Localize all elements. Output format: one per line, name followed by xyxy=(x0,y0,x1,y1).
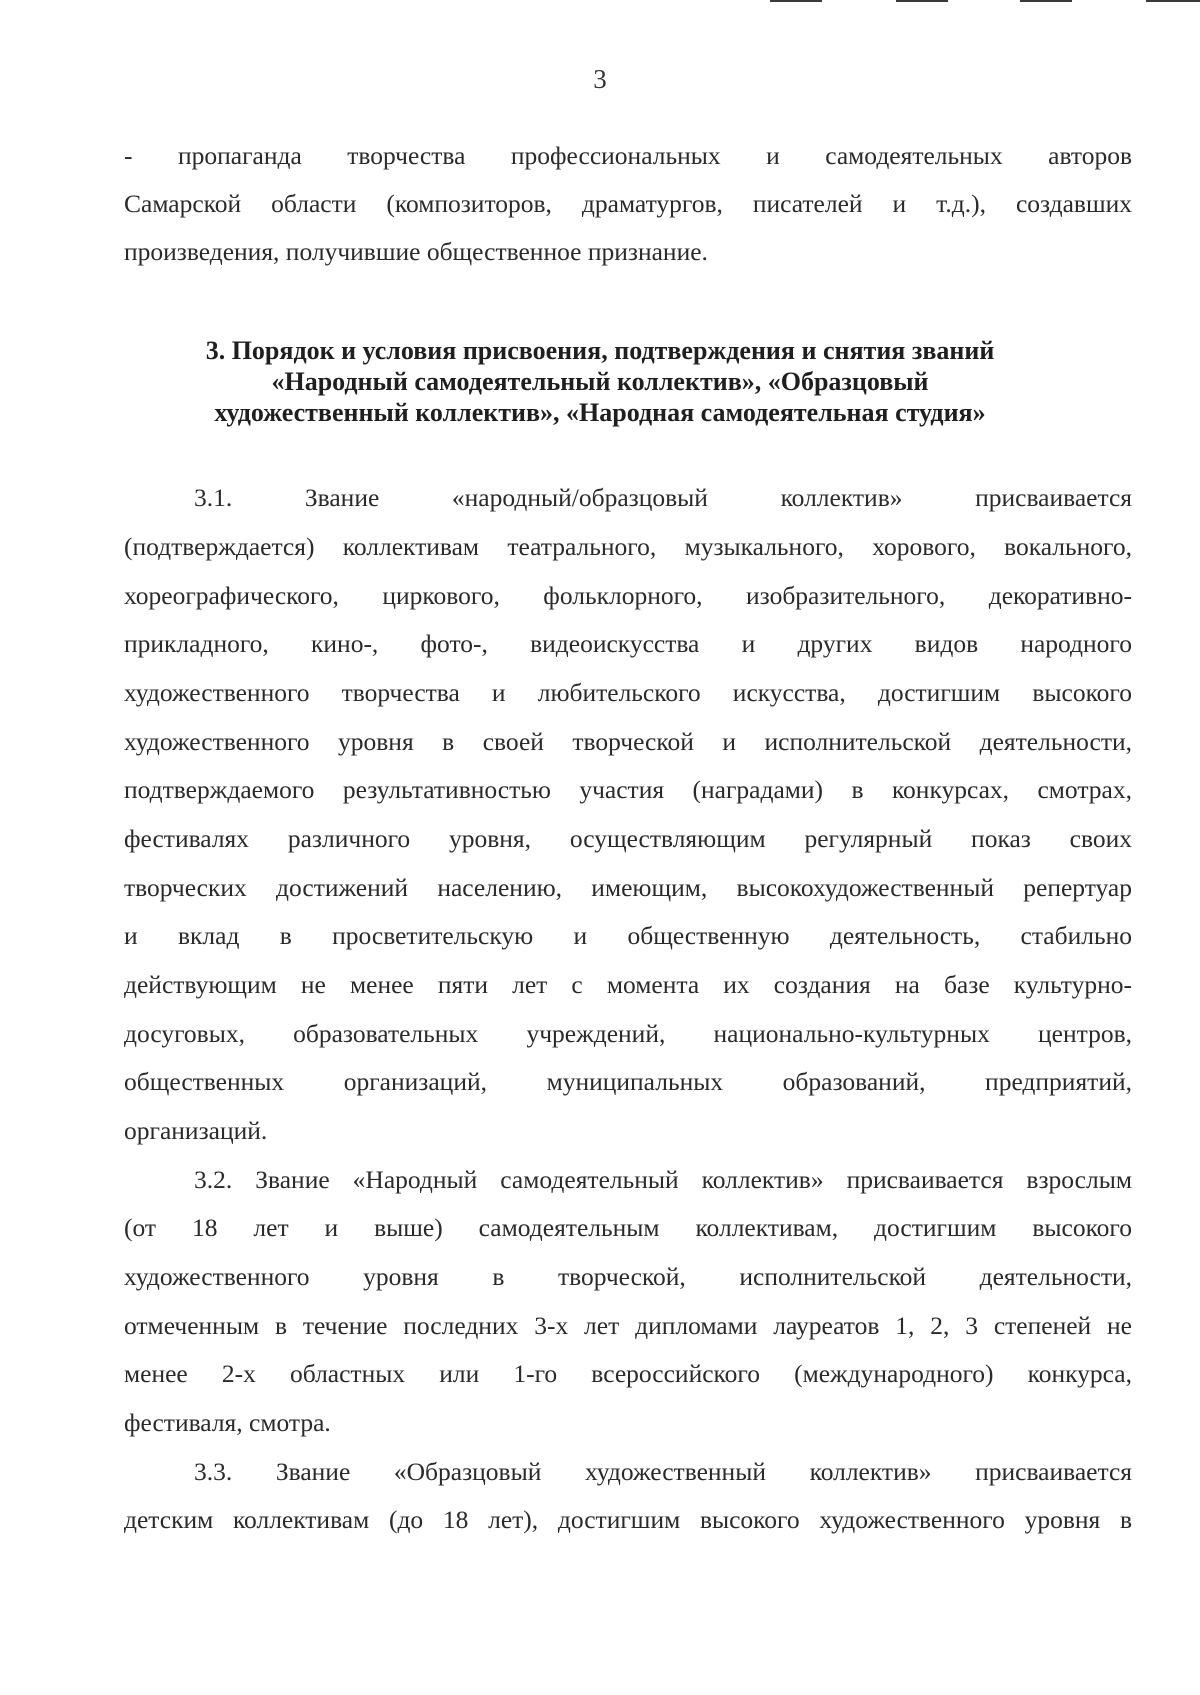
intro-line: - пропаганда творчества профессиональных и самодеятельных авторов xyxy=(124,141,1132,170)
clause-3-2-line: фестиваля, смотра. xyxy=(124,1408,331,1437)
top-edge-mark xyxy=(770,0,822,2)
clause-3-1-line: художественного творчества и любительского искусства, достигшим высокого xyxy=(124,678,1132,707)
section-heading-line: «Народный самодеятельный коллектив», «Образцовый xyxy=(271,367,929,396)
clause-3-2-line: 3.2. Звание «Народный самодеятельный коллектив» присваивается взрослым xyxy=(194,1165,1132,1194)
top-edge-mark xyxy=(1020,0,1072,2)
intro-line: Самарской области (композиторов, драматургов, писателей и т.д.), создавших xyxy=(124,189,1132,218)
clause-3-2-line: менее 2-х областных или 1-го всероссийского (международного) конкурса, xyxy=(124,1359,1132,1388)
intro-line: произведения, получившие общественное признание. xyxy=(124,237,708,266)
clause-3-1-line: фестивалях различного уровня, осуществляющим регулярный показ своих xyxy=(124,824,1132,853)
clause-3-1-line: досуговых, образовательных учреждений, национально-культурных центров, xyxy=(124,1019,1132,1048)
section-heading-line: 3. Порядок и условия присвоения, подтверждения и снятия званий xyxy=(205,336,995,365)
clause-3-1-line: художественного уровня в своей творческой и исполнительской деятельности, xyxy=(124,727,1132,756)
clause-3-1-line: прикладного, кино-, фото-, видеоискусства и других видов народного xyxy=(124,629,1132,658)
clause-3-1-line: творческих достижений населению, имеющим, высокохудожественный репертуар xyxy=(124,873,1132,902)
clause-3-1-line: 3.1. Звание «народный/образцовый коллектив» присваивается xyxy=(194,483,1132,512)
clause-3-2-line: художественного уровня в творческой, исполнительской деятельности, xyxy=(124,1262,1132,1291)
clause-3-1-line: (подтверждается) коллективам театрального, музыкального, хорового, вокального, xyxy=(124,532,1132,561)
clause-3-3-line: 3.3. Звание «Образцовый художественный коллектив» присваивается xyxy=(194,1457,1132,1486)
clause-3-3-line: детским коллективам (до 18 лет), достигшим высокого художественного уровня в xyxy=(124,1505,1132,1534)
clause-3-1-line: хореографического, циркового, фольклорного, изобразительного, декоративно- xyxy=(124,581,1132,610)
clause-3-1-line: и вклад в просветительскую и общественную деятельность, стабильно xyxy=(124,921,1132,950)
top-edge-mark xyxy=(896,0,948,2)
section-heading-line: художественный коллектив», «Народная самодеятельная студия» xyxy=(214,398,986,427)
clause-3-2-line: (от 18 лет и выше) самодеятельным коллективам, достигшим высокого xyxy=(124,1213,1132,1242)
page-number: 3 xyxy=(593,64,607,94)
clause-3-1-line: общественных организаций, муниципальных образований, предприятий, xyxy=(124,1067,1132,1096)
clause-3-2-line: отмеченным в течение последних 3-х лет дипломами лауреатов 1, 2, 3 степеней не xyxy=(124,1311,1132,1340)
clause-3-1-line: действующим не менее пяти лет с момента их создания на базе культурно- xyxy=(124,970,1132,999)
clause-3-1-line: подтверждаемого результативностью участия (наградами) в конкурсах, смотрах, xyxy=(124,775,1132,804)
top-edge-mark xyxy=(1146,0,1200,2)
clause-3-1-line: организаций. xyxy=(124,1116,268,1145)
